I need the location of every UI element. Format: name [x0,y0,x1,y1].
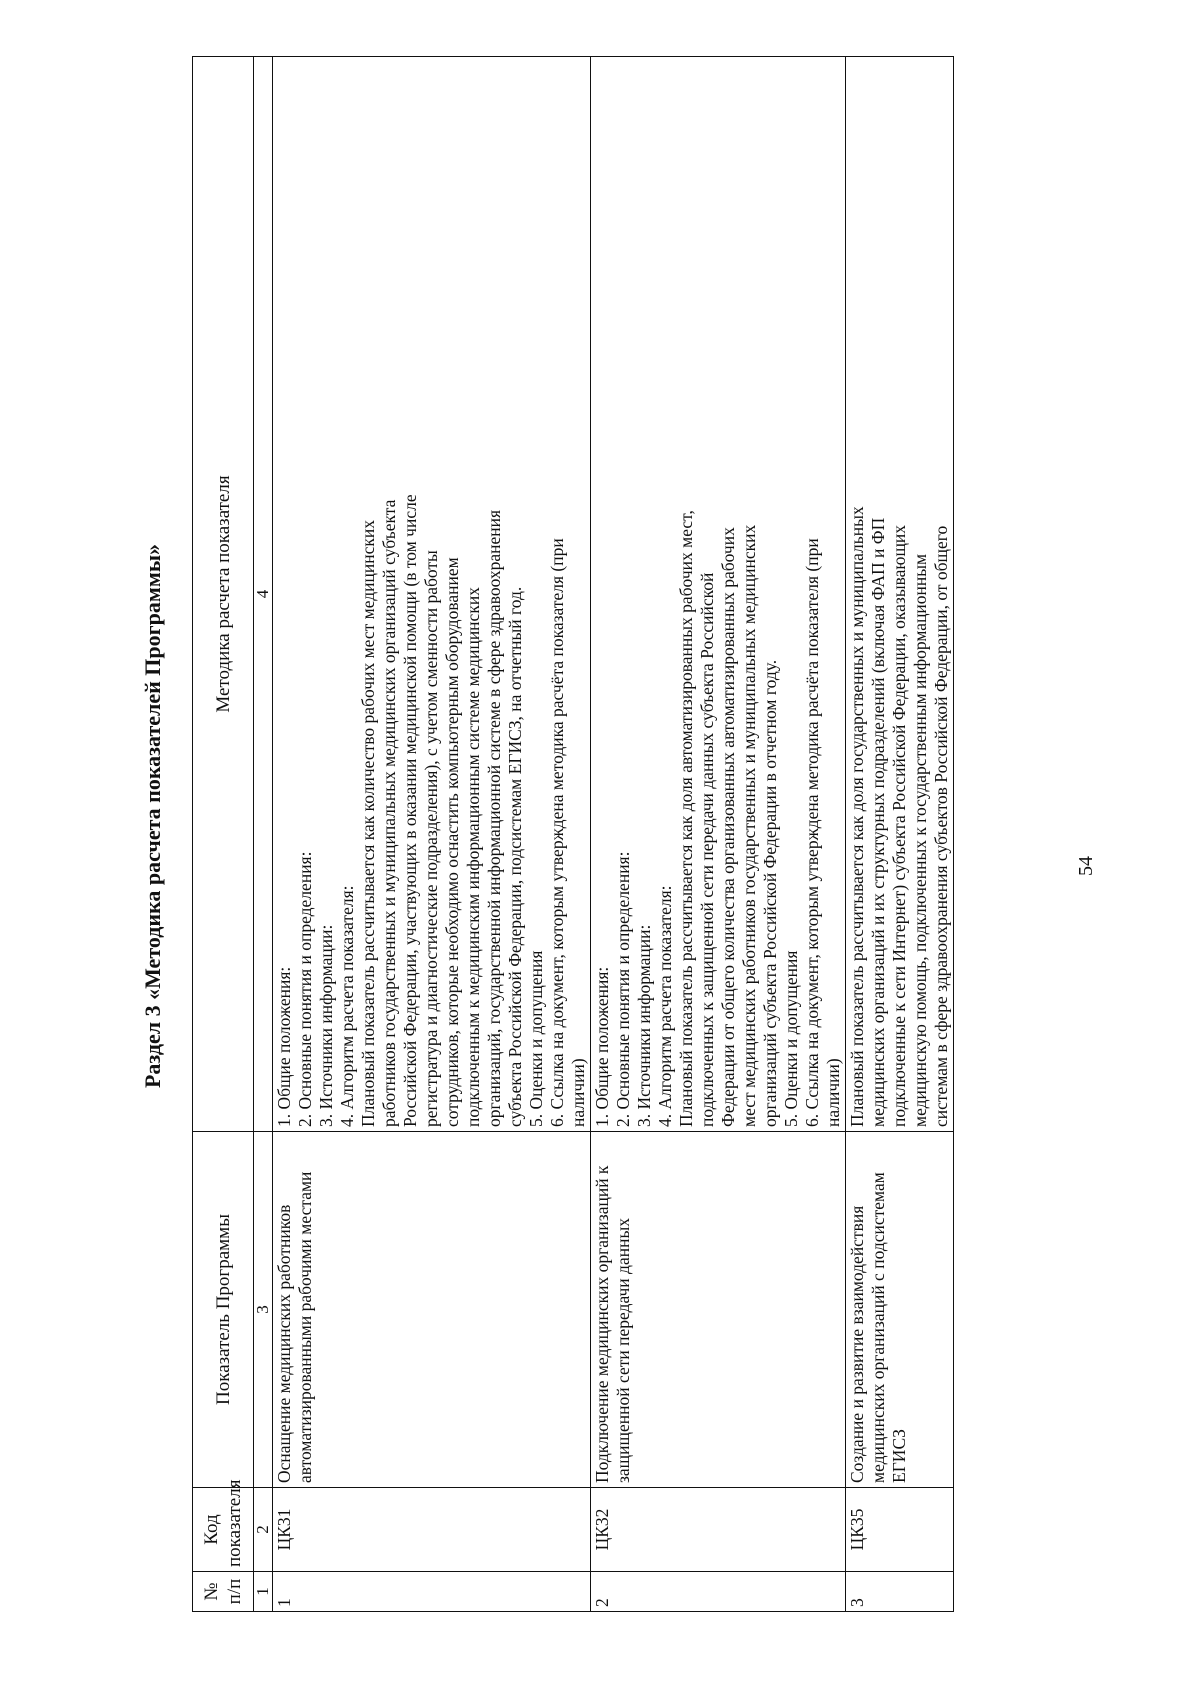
indicator-code-cell: ЦК32 [591,1488,846,1572]
method-line: 6. Ссылка на документ, которым утверждена методика расчёта показателя (при [802,538,822,1127]
header-method: Методика расчета показателя [193,57,254,1132]
method-line: 1. Общие положения: [592,966,612,1127]
method-line: организаций, государственной информационной системе в сфере здравоохранения [484,509,504,1127]
indicator-name-cell: Подключение медицинских организаций к защищенной сети передачи данных [591,1132,846,1488]
indicator-name-cell: Оснащение медицинских работников автоматизированными рабочими местами [273,1132,591,1488]
header-indicator: Показатель Программы [193,1132,254,1488]
column-number-row [254,57,273,1612]
header-code: Код показателя [193,1488,254,1572]
method-line: подключенные к сети Интернет) субъекта Российской Федерации, оказывающих [889,524,909,1127]
method-cell [846,57,954,1132]
table-row [846,57,954,1612]
method-line: 2. Основные понятия и определения: [613,851,633,1127]
method-line: работников государственных и муниципальных медицинских организаций субъекта [379,499,399,1127]
method-line: 2. Основные понятия и определения: [295,851,315,1127]
methodology-table [192,56,954,1612]
method-line: 3. Источники информации: [316,924,336,1127]
method-line: 4. Алгоритм расчета показателя: [655,885,675,1127]
indicator-code-cell: ЦК35 [846,1488,954,1572]
method-line: организаций субъекта Российской Федерации в отчетном году. [760,659,780,1127]
column-number: 4 [254,57,273,1132]
method-line: Федерации от общего количества организованных автоматизированных рабочих [718,527,738,1127]
method-line: Российской Федерации, участвующих в оказании медицинской помощи (в том числе [400,494,420,1127]
method-line: подключенных к защищенной сети передачи данных субъекта Российской [697,572,717,1127]
row-number-cell: 3 [846,1572,954,1612]
method-line: системам в сфере здравоохранения субъектов Российской Федерации, от общего [931,525,951,1127]
section-title: Раздел 3 «Методика расчета показателей Программы» [140,543,165,1089]
method-line: медицинских организаций и их структурных подразделений (включая ФАП и ФП [868,517,888,1127]
column-number: 2 [254,1488,273,1572]
table-row [273,57,591,1612]
method-line: 1. Общие положения: [274,966,294,1127]
method-line: Плановый показатель рассчитывается как доля автоматизированных рабочих мест, [676,510,696,1127]
method-line: сотрудников, которые необходимо оснастить компьютерным оборудованием [442,557,462,1127]
column-number: 1 [254,1572,273,1612]
method-line: субъекта Российской Федерации, подсистемам ЕГИСЗ, на отчетный год. [505,586,525,1127]
method-line: подключенным к медицинским информационным системе медицинских [463,587,483,1127]
method-line: мест медицинских работников государственных и муниципальных медицинских [739,524,759,1127]
method-line: 3. Источники информации: [634,924,654,1127]
page-number: 54 [1075,856,1097,876]
column-number: 3 [254,1132,273,1488]
table-header-row [193,57,254,1612]
method-cell [273,57,591,1132]
indicator-name-cell: Создание и развитие взаимодействия медицинских организаций с подсистемам ЕГИСЗ [846,1132,954,1488]
row-number-cell: 2 [591,1572,846,1612]
method-line: 6. Ссылка на документ, которым утверждена методика расчёта показателя (при [547,538,567,1127]
method-line: наличии) [823,1058,843,1127]
method-line: медицинскую помощь, подключенных к государственным информационным [910,553,930,1127]
header-number: № п/п [193,1572,254,1612]
indicator-code-cell: ЦК31 [273,1488,591,1572]
method-line: 5. Оценки и допущения [526,950,546,1127]
method-line: регистратура и диагностические подразделения), с учетом сменности работы [421,550,441,1127]
method-line: Плановый показатель рассчитывается как количество рабочих мест медицинских [358,520,378,1127]
table-row [591,57,846,1612]
method-line: наличии) [568,1058,588,1127]
method-cell [591,57,846,1132]
row-number-cell: 1 [273,1572,591,1612]
method-line: Плановый показатель рассчитывается как доля государственных и муниципальных [847,506,867,1127]
method-line: 5. Оценки и допущения [781,950,801,1127]
method-line: 4. Алгоритм расчета показателя: [337,885,357,1127]
